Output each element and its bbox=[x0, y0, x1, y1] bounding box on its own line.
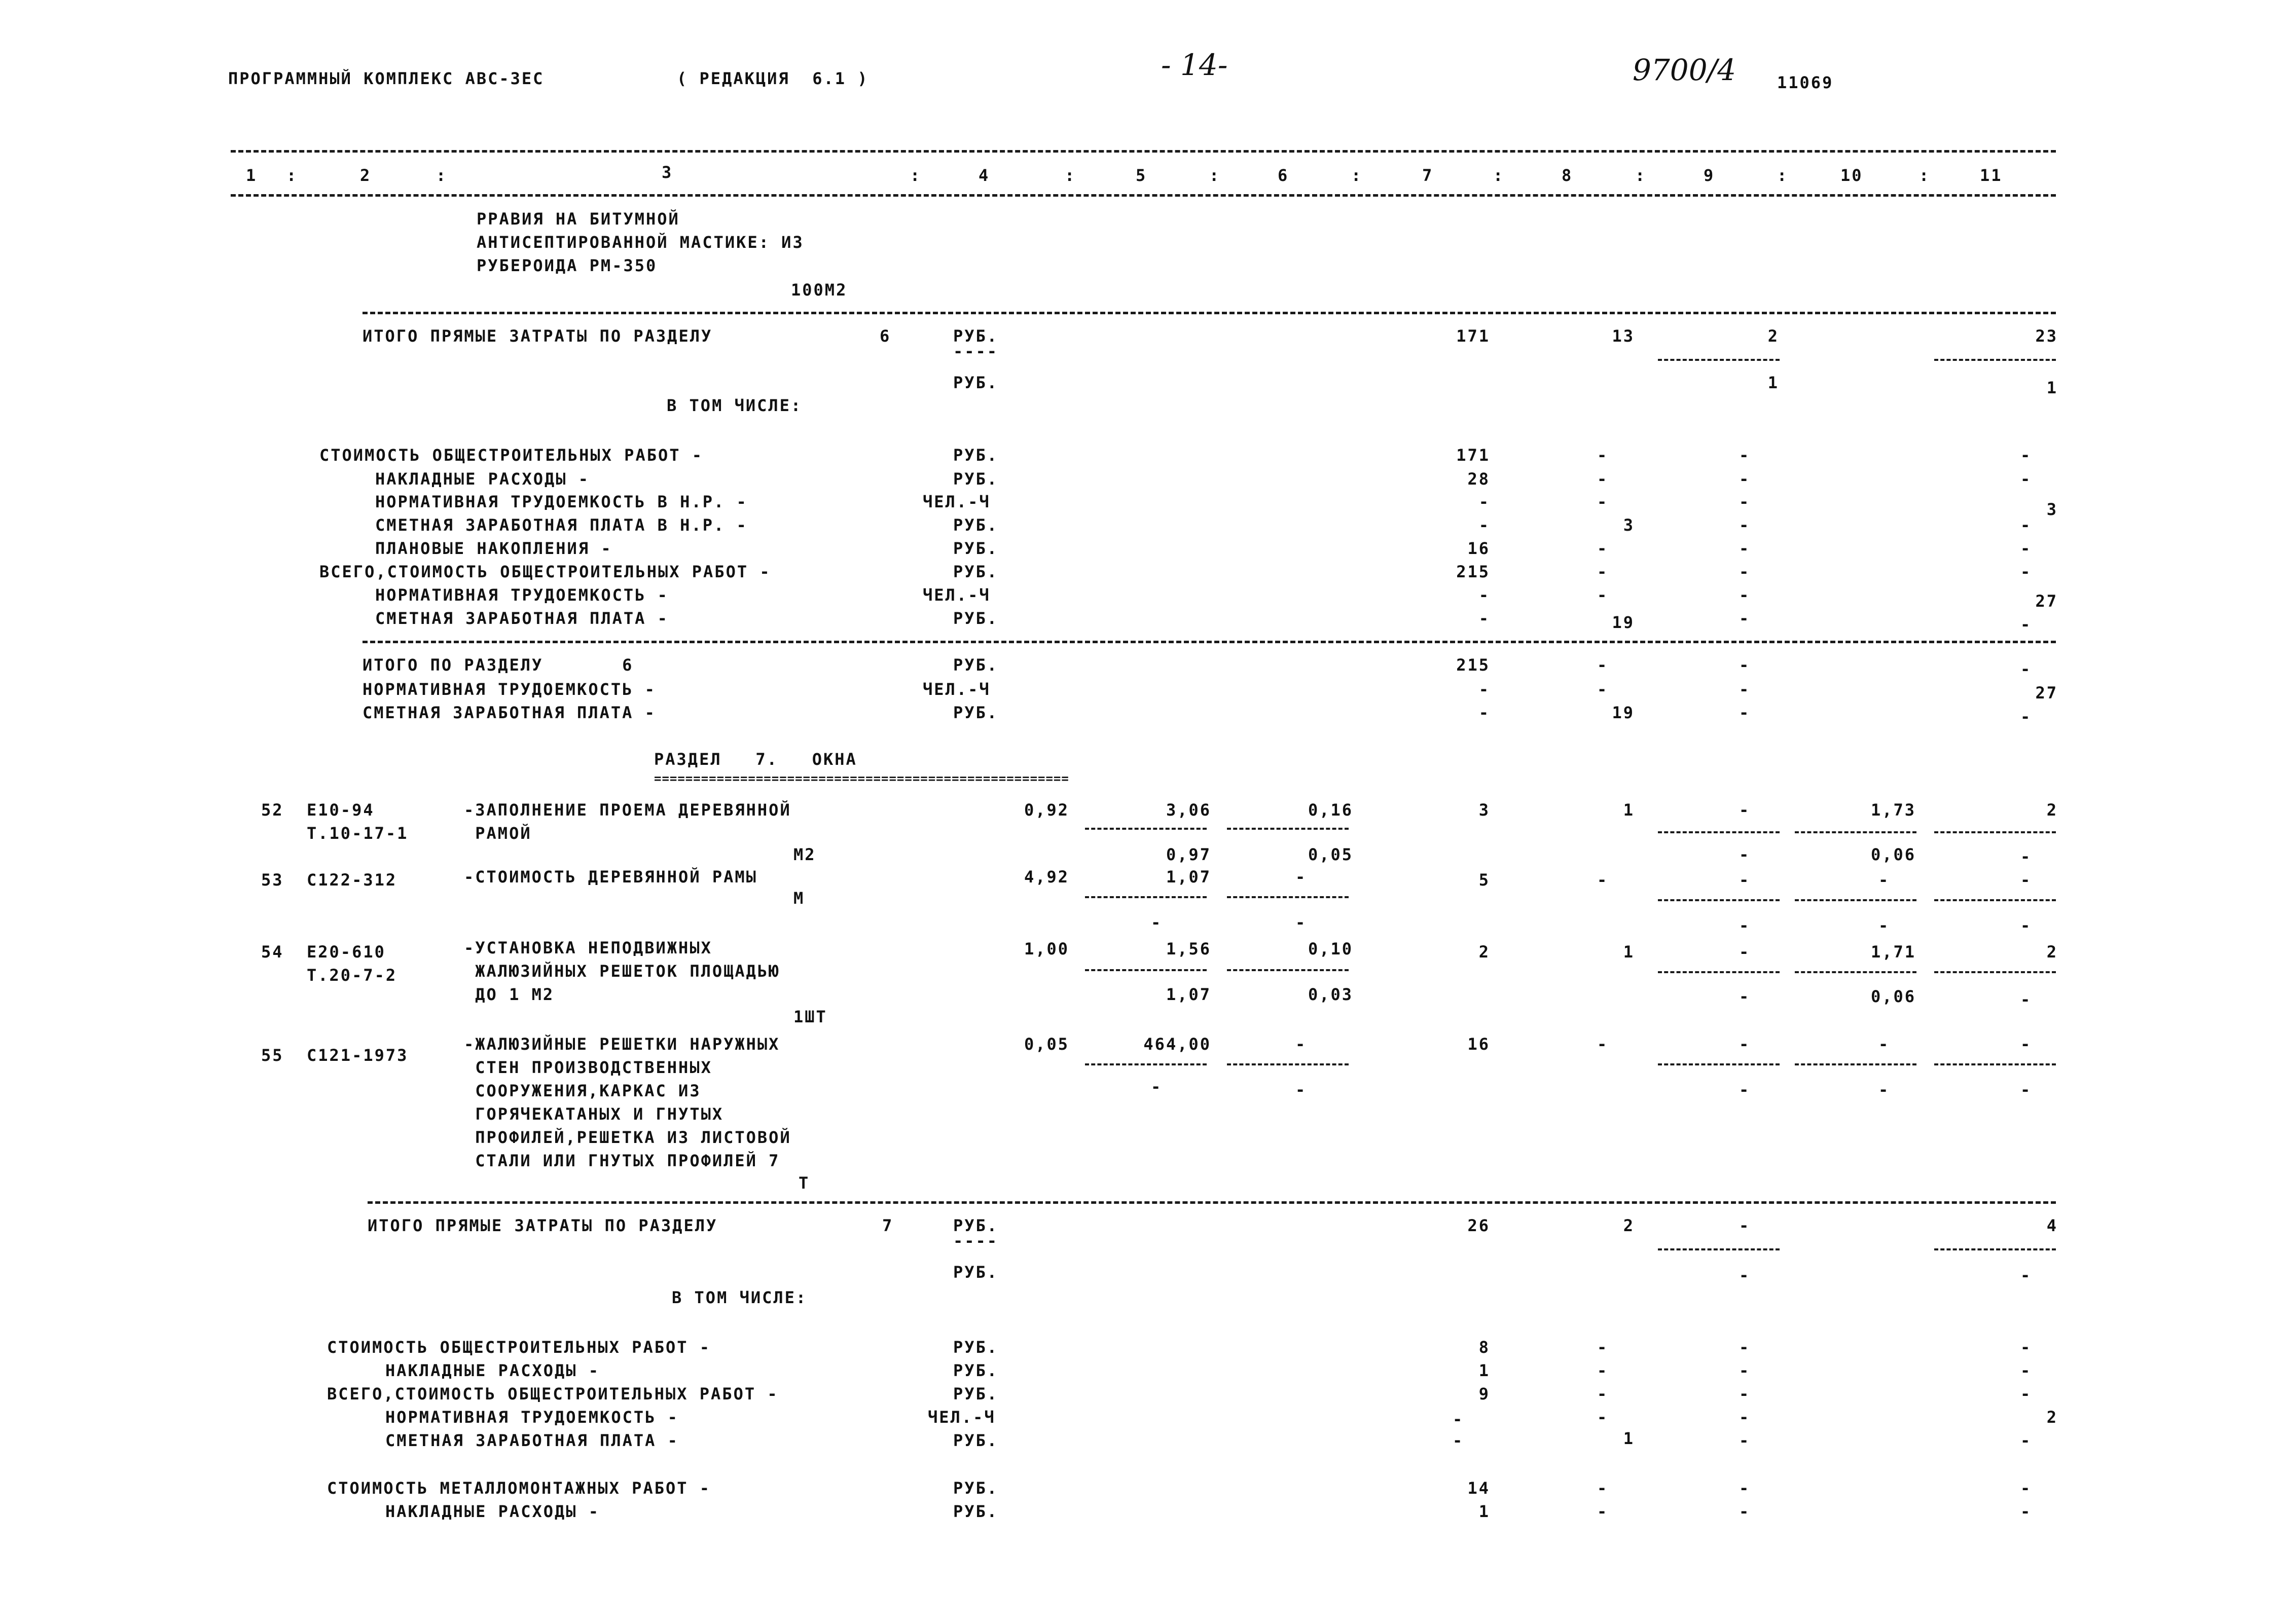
col9-value: - bbox=[1739, 609, 1751, 628]
breakdown-unit: РУБ. bbox=[953, 1479, 999, 1498]
col11-value: - bbox=[2020, 1338, 2032, 1357]
col-header-1: 1 bbox=[246, 166, 258, 185]
col9-value: - bbox=[1739, 942, 1751, 962]
program-title: ПРОГРАММНЫЙ КОМПЛЕКС АВС-ЗЕС bbox=[228, 69, 545, 88]
breakdown-unit: РУБ. bbox=[953, 1361, 999, 1380]
col-sep: : bbox=[1351, 166, 1363, 185]
col4-value: 0,05 bbox=[1024, 1035, 1069, 1054]
col11-rule bbox=[1934, 831, 2056, 833]
col-sep: : bbox=[1209, 166, 1221, 185]
col7-value: 1 bbox=[1478, 1361, 1490, 1380]
col11-value: 27 bbox=[2035, 592, 2058, 611]
item-number: 54 bbox=[261, 942, 284, 962]
col11-rule bbox=[1934, 971, 2056, 973]
col9-value: - bbox=[1739, 1479, 1751, 1498]
item-code: С121-1973 bbox=[307, 1046, 409, 1065]
item-unit: Т bbox=[799, 1173, 810, 1193]
breakdown-label: НОРМАТИВНАЯ ТРУДОЕМКОСТЬ - bbox=[375, 585, 669, 605]
col8-value: - bbox=[1597, 1035, 1609, 1054]
col-header-5: 5 bbox=[1136, 166, 1147, 185]
col11-value: - bbox=[2020, 446, 2032, 465]
col9-value: - bbox=[1739, 800, 1751, 820]
col9-value: - bbox=[1739, 539, 1751, 558]
col11-value: - bbox=[2020, 707, 2032, 726]
col7-value: 2 bbox=[1478, 942, 1490, 962]
col9-value: - bbox=[1739, 1384, 1751, 1404]
col-header-11: 11 bbox=[1980, 166, 2003, 185]
item-name-line: СООРУЖЕНИЯ,КАРКАС ИЗ bbox=[464, 1081, 701, 1100]
col10-rule bbox=[1795, 1063, 1916, 1065]
col9-value: - bbox=[1739, 870, 1751, 890]
col7-value: 26 bbox=[1467, 1216, 1490, 1235]
col10-rule bbox=[1795, 899, 1916, 901]
col7-value: 171 bbox=[1456, 326, 1490, 346]
col7-value: 8 bbox=[1478, 1338, 1490, 1357]
col8-value: 3 bbox=[1623, 515, 1635, 535]
col11-value: 2 bbox=[2046, 942, 2058, 962]
breakdown-unit: ЧЕЛ.-Ч bbox=[923, 492, 991, 511]
col-header-10: 10 bbox=[1840, 166, 1863, 185]
col-sep: : bbox=[910, 166, 922, 185]
col9-value: - bbox=[1739, 703, 1751, 722]
top-desc-line: РРАВИЯ НА БИТУМНОЙ bbox=[477, 209, 680, 229]
col7-value: - bbox=[1478, 680, 1490, 699]
col11-subtotal-rule bbox=[1934, 359, 2056, 361]
col11-subtotal-rule bbox=[1934, 1248, 2056, 1250]
col8-value: - bbox=[1597, 1502, 1609, 1521]
col5-value: 3,06 bbox=[1166, 800, 1211, 820]
col11-value-b: - bbox=[2020, 916, 2032, 935]
col6-value: - bbox=[1295, 867, 1307, 887]
col5-value-b: 1,07 bbox=[1166, 985, 1211, 1004]
col6-value-b: 0,03 bbox=[1308, 985, 1353, 1004]
breakdown-label: ПЛАНОВЫЕ НАКОПЛЕНИЯ - bbox=[375, 539, 612, 558]
breakdown-label: НАКЛАДНЫЕ РАСХОДЫ - bbox=[385, 1502, 600, 1521]
col9-value: - bbox=[1739, 1408, 1751, 1427]
col11-value-b: - bbox=[2020, 847, 2032, 866]
col9-value: - bbox=[1739, 446, 1751, 465]
col11-value: - bbox=[2020, 469, 2032, 489]
item-name-line: -ЖАЛЮЗИЙНЫЕ РЕШЕТКИ НАРУЖНЫХ bbox=[464, 1035, 780, 1054]
col10-value: - bbox=[1878, 870, 1890, 890]
col10-value-b: 0,06 bbox=[1870, 845, 1916, 864]
col8-value: - bbox=[1597, 655, 1609, 675]
col9-value: - bbox=[1739, 492, 1751, 511]
col-header-7: 7 bbox=[1422, 166, 1434, 185]
breakdown-label: СТОИМОСТЬ ОБЩЕСТРОИТЕЛЬНЫХ РАБОТ - bbox=[319, 446, 704, 465]
col-sep: : bbox=[1065, 166, 1076, 185]
breakdown-unit: РУБ. bbox=[953, 446, 999, 465]
col7-value: - bbox=[1453, 1431, 1464, 1450]
breakdown-label: СМЕТНАЯ ЗАРАБОТНАЯ ПЛАТА - bbox=[385, 1431, 679, 1450]
breakdown-unit: РУБ. bbox=[953, 562, 999, 581]
col8-value: 1 bbox=[1623, 942, 1635, 962]
col9-value: - bbox=[1739, 1361, 1751, 1380]
col9-value: - bbox=[1739, 1502, 1751, 1521]
item-unit: М2 bbox=[793, 845, 816, 864]
col8-value: - bbox=[1597, 446, 1609, 465]
section7-total-rule bbox=[368, 1201, 2056, 1204]
col11-value: - bbox=[2020, 1035, 2032, 1054]
top-desc-line: РУБЕРОИДА РМ-350 bbox=[477, 256, 658, 275]
item-number: 53 bbox=[261, 870, 284, 890]
col9-value-b: - bbox=[1739, 1080, 1751, 1099]
col10-value-b: - bbox=[1878, 1080, 1890, 1099]
section7-title-rule: ===================================================== bbox=[654, 771, 1069, 786]
col9-value: - bbox=[1739, 469, 1751, 489]
section7-title: РАЗДЕЛ 7. ОКНА bbox=[654, 750, 857, 769]
col6-rule bbox=[1227, 896, 1349, 898]
item-number: 52 bbox=[261, 800, 284, 820]
col6-value-b: - bbox=[1295, 913, 1307, 932]
col-header-3: 3 bbox=[662, 163, 673, 182]
col8-value: - bbox=[1597, 1479, 1609, 1498]
col9-rule bbox=[1658, 831, 1780, 833]
col7-value: 215 bbox=[1456, 562, 1490, 581]
total-label: ИТОГО ПРЯМЫЕ ЗАТРАТЫ ПО РАЗДЕЛУ bbox=[368, 1216, 718, 1235]
col-sep: : bbox=[1493, 166, 1505, 185]
col6-value: 0,10 bbox=[1308, 939, 1353, 958]
edition-label: ( РЕДАКЦИЯ 6.1 ) bbox=[677, 69, 869, 88]
col6-value: - bbox=[1295, 1035, 1307, 1054]
item-name-line: ЖАЛЮЗИЙНЫХ РЕШЕТОК ПЛОЩАДЬЮ bbox=[464, 962, 780, 981]
col9-subtotal-rule bbox=[1658, 359, 1780, 361]
breakdown-unit: РУБ. bbox=[953, 1431, 999, 1450]
breakdown-label: НОРМАТИВНАЯ ТРУДОЕМКОСТЬ В Н.Р. - bbox=[375, 492, 748, 511]
col8-value: - bbox=[1597, 1408, 1609, 1427]
header-top-rule bbox=[231, 150, 2056, 153]
unit: РУБ. bbox=[953, 326, 999, 346]
unit: РУБ. bbox=[953, 1216, 999, 1235]
col11-value-b: 1 bbox=[2046, 378, 2058, 397]
col8-value: - bbox=[1597, 1338, 1609, 1357]
breakdown-unit: РУБ. bbox=[953, 609, 999, 628]
including-heading: В ТОМ ЧИСЛЕ: bbox=[667, 396, 803, 415]
col-header-2: 2 bbox=[360, 166, 372, 185]
col-header-9: 9 bbox=[1704, 166, 1715, 185]
col-sep: : bbox=[1919, 166, 1931, 185]
col6-value-b: - bbox=[1295, 1080, 1307, 1099]
breakdown-unit: ЧЕЛ.-Ч bbox=[923, 585, 991, 605]
document-number: 11069 bbox=[1777, 73, 1834, 92]
col5-value-b: 0,97 bbox=[1166, 845, 1211, 864]
col7-value: 1 bbox=[1478, 1502, 1490, 1521]
col9-value: - bbox=[1739, 585, 1751, 605]
itogo-unit: ЧЕЛ.-Ч bbox=[923, 680, 991, 699]
col9-value-b: - bbox=[1739, 845, 1751, 864]
col9-rule bbox=[1658, 899, 1780, 901]
col11-rule bbox=[1934, 1063, 2056, 1065]
col9-rule bbox=[1658, 1063, 1780, 1065]
unit-dash: ---- bbox=[953, 342, 999, 361]
document-code: 9700/4 bbox=[1633, 53, 1736, 87]
col11-value: 2 bbox=[2046, 800, 2058, 820]
col11-value: - bbox=[2020, 515, 2032, 535]
col9-value-b: 1 bbox=[1767, 373, 1779, 392]
breakdown-unit: ЧЕЛ.-Ч bbox=[928, 1408, 996, 1427]
col11-value: 3 bbox=[2046, 500, 2058, 519]
itogo-unit: РУБ. bbox=[953, 703, 999, 722]
col-header-4: 4 bbox=[979, 166, 990, 185]
col7-value: 5 bbox=[1478, 870, 1490, 890]
top-desc-line: АНТИСЕПТИРОВАННОЙ МАСТИКЕ: ИЗ bbox=[477, 233, 804, 252]
col8-value: 1 bbox=[1623, 800, 1635, 820]
col-sep: : bbox=[1777, 166, 1789, 185]
breakdown-label: СМЕТНАЯ ЗАРАБОТНАЯ ПЛАТА - bbox=[375, 609, 669, 628]
section6-itogo-rule bbox=[363, 641, 2056, 643]
col8-value: 13 bbox=[1612, 326, 1635, 346]
col8-value: - bbox=[1597, 585, 1609, 605]
col5-value: 1,07 bbox=[1166, 867, 1211, 887]
unit: РУБ. bbox=[953, 373, 999, 392]
col5-rule bbox=[1085, 896, 1207, 898]
col8-value: - bbox=[1597, 469, 1609, 489]
col11-value: - bbox=[2020, 1431, 2032, 1450]
item-number: 55 bbox=[261, 1046, 284, 1065]
col5-rule bbox=[1085, 828, 1207, 830]
item-code-2: Т.10-17-1 bbox=[307, 824, 409, 843]
col9-subtotal-rule bbox=[1658, 1248, 1780, 1250]
col7-value: 28 bbox=[1467, 469, 1490, 489]
col4-value: 0,92 bbox=[1024, 800, 1069, 820]
col5-value-b: - bbox=[1151, 1077, 1163, 1096]
section6-rule bbox=[363, 312, 2056, 314]
col8-value: - bbox=[1597, 539, 1609, 558]
col7-value: 16 bbox=[1467, 1035, 1490, 1054]
col8-value: - bbox=[1597, 1384, 1609, 1404]
breakdown-unit: РУБ. bbox=[953, 1338, 999, 1357]
item-name-line: ДО 1 М2 bbox=[464, 985, 555, 1004]
unit: РУБ. bbox=[953, 1263, 999, 1282]
item-code: С122-312 bbox=[307, 870, 397, 890]
col5-value: 1,56 bbox=[1166, 939, 1211, 958]
col10-value-b: - bbox=[1878, 916, 1890, 935]
col11-value: 27 bbox=[2035, 683, 2058, 703]
col11-value: - bbox=[2020, 870, 2032, 890]
breakdown-unit: РУБ. bbox=[953, 539, 999, 558]
col7-value: 16 bbox=[1467, 539, 1490, 558]
page-number: - 14- bbox=[1161, 48, 1228, 82]
col7-value: - bbox=[1478, 703, 1490, 722]
item-name-line: ПРОФИЛЕЙ,РЕШЕТКА ИЗ ЛИСТОВОЙ bbox=[464, 1128, 791, 1147]
col10-rule bbox=[1795, 831, 1916, 833]
col5-value: 464,00 bbox=[1143, 1035, 1211, 1054]
unit-dash: ---- bbox=[953, 1231, 999, 1250]
col10-value-b: 0,06 bbox=[1870, 987, 1916, 1006]
item-name-line: СТАЛИ ИЛИ ГНУТЫХ ПРОФИЛЕЙ 7 bbox=[464, 1151, 780, 1170]
col5-value-b: - bbox=[1151, 913, 1163, 932]
item-name-line: ГОРЯЧЕКАТАНЫХ И ГНУТЫХ bbox=[464, 1104, 724, 1124]
item-name-line: РАМОЙ bbox=[464, 824, 532, 843]
col-header-8: 8 bbox=[1562, 166, 1573, 185]
item-code: Е20-610 bbox=[307, 942, 386, 962]
col8-value: 19 bbox=[1612, 703, 1635, 722]
breakdown-label: ВСЕГО,СТОИМОСТЬ ОБЩЕСТРОИТЕЛЬНЫХ РАБОТ - bbox=[327, 1384, 779, 1404]
col11-value: 2 bbox=[2046, 1408, 2058, 1427]
itogo-label: СМЕТНАЯ ЗАРАБОТНАЯ ПЛАТА - bbox=[363, 703, 656, 722]
col-sep: : bbox=[286, 166, 298, 185]
col-sep: : bbox=[436, 166, 448, 185]
item-name-line: -ЗАПОЛНЕНИЕ ПРОЕМА ДЕРЕВЯННОЙ bbox=[464, 800, 791, 820]
breakdown-unit: РУБ. bbox=[953, 469, 999, 489]
col7-value: 14 bbox=[1467, 1479, 1490, 1498]
itogo-label: ИТОГО ПО РАЗДЕЛУ 6 bbox=[363, 655, 634, 675]
col10-value: 1,73 bbox=[1870, 800, 1916, 820]
col9-value: - bbox=[1739, 655, 1751, 675]
col11-value: - bbox=[2020, 615, 2032, 634]
col11-value: - bbox=[2020, 562, 2032, 581]
col6-rule bbox=[1227, 969, 1349, 971]
col9-value-b: - bbox=[1739, 1266, 1751, 1285]
col7-value: - bbox=[1478, 492, 1490, 511]
breakdown-label: ВСЕГО,СТОИМОСТЬ ОБЩЕСТРОИТЕЛЬНЫХ РАБОТ - bbox=[319, 562, 771, 581]
col11-value-b: - bbox=[2020, 990, 2032, 1009]
col11-value: - bbox=[2020, 1502, 2032, 1521]
col9-value: - bbox=[1739, 1338, 1751, 1357]
col-sep: : bbox=[1635, 166, 1647, 185]
item-unit: М bbox=[793, 889, 805, 908]
col10-value: - bbox=[1878, 1035, 1890, 1054]
item-name-line: СТЕН ПРОИЗВОДСТВЕННЫХ bbox=[464, 1058, 712, 1077]
col7-value: 9 bbox=[1478, 1384, 1490, 1404]
col6-value-b: 0,05 bbox=[1308, 845, 1353, 864]
breakdown-label: НОРМАТИВНАЯ ТРУДОЕМКОСТЬ - bbox=[385, 1408, 679, 1427]
col7-value: - bbox=[1478, 515, 1490, 535]
col9-value: - bbox=[1739, 562, 1751, 581]
col7-value: 215 bbox=[1456, 655, 1490, 675]
col11-value-b: - bbox=[2020, 1080, 2032, 1099]
col7-value: 3 bbox=[1478, 800, 1490, 820]
itogo-unit: РУБ. bbox=[953, 655, 999, 675]
top-unit: 100М2 bbox=[791, 280, 848, 300]
col9-value: - bbox=[1739, 680, 1751, 699]
col11-value: - bbox=[2020, 1361, 2032, 1380]
section-number: 7 bbox=[882, 1216, 894, 1235]
col9-value-b: - bbox=[1739, 916, 1751, 935]
col-header-6: 6 bbox=[1278, 166, 1289, 185]
col8-value: - bbox=[1597, 870, 1609, 890]
col5-rule bbox=[1085, 969, 1207, 971]
item-name-line: -УСТАНОВКА НЕПОДВИЖНЫХ bbox=[464, 938, 712, 957]
breakdown-label: НАКЛАДНЫЕ РАСХОДЫ - bbox=[385, 1361, 600, 1380]
col9-value-b: - bbox=[1739, 987, 1751, 1006]
col9-value: - bbox=[1739, 1035, 1751, 1054]
breakdown-label: НАКЛАДНЫЕ РАСХОДЫ - bbox=[375, 469, 590, 489]
col8-value: - bbox=[1597, 1361, 1609, 1380]
col11-value: - bbox=[2020, 1479, 2032, 1498]
col9-value: - bbox=[1739, 1216, 1751, 1235]
item-code: Е10-94 bbox=[307, 800, 375, 820]
col11-value: - bbox=[2020, 1384, 2032, 1404]
breakdown-unit: РУБ. bbox=[953, 1502, 999, 1521]
col8-value: 19 bbox=[1612, 613, 1635, 632]
col9-value: 2 bbox=[1767, 326, 1779, 346]
col11-rule bbox=[1934, 899, 2056, 901]
col8-value: - bbox=[1597, 680, 1609, 699]
including-heading: В ТОМ ЧИСЛЕ: bbox=[672, 1288, 808, 1307]
col9-value: - bbox=[1739, 1431, 1751, 1450]
col11-value: 23 bbox=[2035, 326, 2058, 346]
col11-value-b: - bbox=[2020, 1266, 2032, 1285]
item-code-2: Т.20-7-2 bbox=[307, 966, 397, 985]
col8-value: - bbox=[1597, 492, 1609, 511]
col7-value: - bbox=[1453, 1410, 1464, 1429]
col11-value: - bbox=[2020, 659, 2032, 679]
breakdown-label: СМЕТНАЯ ЗАРАБОТНАЯ ПЛАТА В Н.Р. - bbox=[375, 515, 748, 535]
item-unit: 1ШТ bbox=[793, 1007, 827, 1026]
breakdown-unit: РУБ. bbox=[953, 515, 999, 535]
breakdown-unit: РУБ. bbox=[953, 1384, 999, 1404]
section-number: 6 bbox=[880, 326, 891, 346]
col6-rule bbox=[1227, 1063, 1349, 1065]
col10-value: 1,71 bbox=[1870, 942, 1916, 962]
col6-value: 0,16 bbox=[1308, 800, 1353, 820]
col8-value: 2 bbox=[1623, 1216, 1635, 1235]
col6-rule bbox=[1227, 828, 1349, 830]
col8-value: 1 bbox=[1623, 1429, 1635, 1448]
breakdown-label: СТОИМОСТЬ МЕТАЛЛОМОНТАЖНЫХ РАБОТ - bbox=[327, 1479, 711, 1498]
total-label: ИТОГО ПРЯМЫЕ ЗАТРАТЫ ПО РАЗДЕЛУ bbox=[363, 326, 713, 346]
header-bottom-rule bbox=[231, 194, 2056, 197]
col7-value: - bbox=[1478, 609, 1490, 628]
item-name-line: -СТОИМОСТЬ ДЕРЕВЯННОЙ РАМЫ bbox=[464, 867, 757, 887]
col11-value: 4 bbox=[2046, 1216, 2058, 1235]
col10-rule bbox=[1795, 971, 1916, 973]
col9-rule bbox=[1658, 971, 1780, 973]
col11-value: - bbox=[2020, 539, 2032, 558]
col8-value: - bbox=[1597, 562, 1609, 581]
col4-value: 1,00 bbox=[1024, 939, 1069, 958]
itogo-label: НОРМАТИВНАЯ ТРУДОЕМКОСТЬ - bbox=[363, 680, 656, 699]
col5-rule bbox=[1085, 1063, 1207, 1065]
col4-value: 4,92 bbox=[1024, 867, 1069, 887]
col9-value: - bbox=[1739, 515, 1751, 535]
col7-value: 171 bbox=[1456, 446, 1490, 465]
col7-value: - bbox=[1478, 585, 1490, 605]
breakdown-label: СТОИМОСТЬ ОБЩЕСТРОИТЕЛЬНЫХ РАБОТ - bbox=[327, 1338, 711, 1357]
